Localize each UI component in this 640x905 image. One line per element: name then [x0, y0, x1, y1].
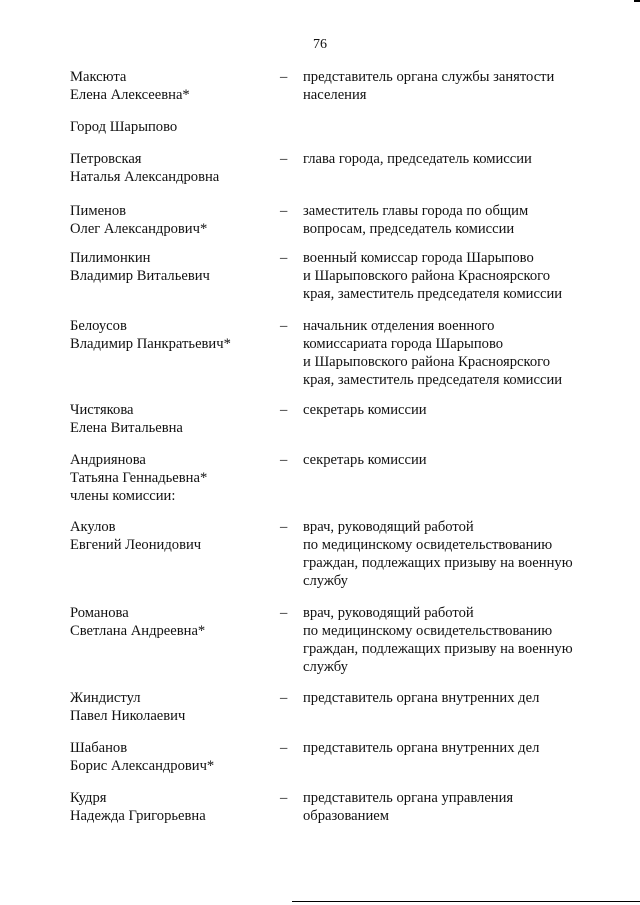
scan-edge-line	[292, 901, 640, 902]
member-name-line: Павел Николаевич	[70, 708, 186, 724]
member-role-line: граждан, подлежащих призыву на военную	[303, 555, 573, 571]
member-name-line: Шабанов	[70, 740, 128, 756]
member-name	[70, 604, 280, 640]
member-name-line: Белоусов	[70, 318, 127, 334]
member-role-line: населения	[303, 87, 367, 103]
member-name-line: Елена Витальевна	[70, 420, 183, 436]
member-role-line: службу	[303, 659, 348, 675]
member-name-line: Татьяна Геннадьевна*	[70, 470, 208, 486]
member-role-line: вопросам, председатель комиссии	[303, 221, 515, 237]
member-role	[303, 249, 603, 303]
member-name	[70, 451, 280, 505]
dash-separator: –	[280, 740, 288, 756]
member-role-line: края, заместитель председателя комиссии	[303, 372, 563, 388]
member-role	[303, 739, 603, 757]
member-role	[303, 604, 603, 676]
member-role	[303, 401, 603, 419]
member-role	[303, 789, 603, 825]
member-role-line: представитель органа внутренних дел	[303, 690, 540, 706]
member-role-line: секретарь комиссии	[303, 402, 427, 418]
dash-separator: –	[280, 519, 288, 535]
member-name-line: Петровская	[70, 151, 142, 167]
member-role-line: заместитель главы города по общим	[303, 203, 529, 219]
member-name	[70, 202, 280, 238]
member-role-line: представитель органа службы занятости	[303, 69, 555, 85]
member-name-line: Чистякова	[70, 402, 134, 418]
member-role-line: начальник отделения военного	[303, 318, 495, 334]
member-role-line: врач, руководящий работой	[303, 519, 474, 535]
dash-separator: –	[280, 69, 288, 85]
dash-separator: –	[280, 318, 288, 334]
member-role-line: военный комиссар города Шарыпово	[303, 250, 534, 266]
member-role	[303, 150, 603, 168]
member-name	[70, 249, 280, 285]
member-role	[303, 317, 603, 389]
member-name-line: Андриянова	[70, 452, 146, 468]
member-name-line: члены комиссии:	[70, 488, 176, 504]
member-role-line: врач, руководящий работой	[303, 605, 474, 621]
member-name-line: Владимир Витальевич	[70, 268, 210, 284]
member-name	[70, 150, 280, 186]
member-name-line: Владимир Панкратьевич*	[70, 336, 231, 352]
member-name	[70, 689, 280, 725]
page-number: 76	[313, 37, 327, 52]
member-name-line: Елена Алексеевна*	[70, 87, 190, 103]
member-name-line: Максюта	[70, 69, 127, 85]
member-role-line: глава города, председатель комиссии	[303, 151, 532, 167]
member-name	[70, 739, 280, 775]
member-role	[303, 451, 603, 469]
member-name	[70, 317, 280, 353]
member-name-line: Пименов	[70, 203, 127, 219]
member-name-line: Олег Александрович*	[70, 221, 208, 237]
member-role-line: и Шарыповского района Красноярского	[303, 268, 551, 284]
member-name-line: Борис Александрович*	[70, 758, 215, 774]
member-name-line: Надежда Григорьевна	[70, 808, 206, 824]
member-name-line: Пилимонкин	[70, 250, 151, 266]
member-role-line: службу	[303, 573, 348, 589]
member-name-line: Романова	[70, 605, 129, 621]
dash-separator: –	[280, 250, 288, 266]
member-name	[70, 518, 280, 554]
member-role-line: представитель органа внутренних дел	[303, 740, 540, 756]
member-role-line: представитель органа управления	[303, 790, 514, 806]
member-role-line: комиссариата города Шарыпово	[303, 336, 504, 352]
member-role-line: образованием	[303, 808, 389, 824]
section-heading: Город Шарыпово	[70, 119, 178, 135]
member-name-line: Жиндистул	[70, 690, 141, 706]
dash-separator: –	[280, 402, 288, 418]
scan-artifact	[634, 0, 640, 2]
member-name-line: Евгений Леонидович	[70, 537, 202, 553]
member-name	[70, 68, 280, 104]
member-role	[303, 518, 603, 590]
dash-separator: –	[280, 452, 288, 468]
dash-separator: –	[280, 605, 288, 621]
member-role-line: секретарь комиссии	[303, 452, 427, 468]
member-name-line: Кудря	[70, 790, 107, 806]
member-role-line: края, заместитель председателя комиссии	[303, 286, 563, 302]
member-name-line: Наталья Александровна	[70, 169, 220, 185]
dash-separator: –	[280, 203, 288, 219]
member-role-line: по медицинскому освидетельствованию	[303, 623, 553, 639]
member-name	[70, 789, 280, 825]
dash-separator: –	[280, 790, 288, 806]
member-role	[303, 689, 603, 707]
dash-separator: –	[280, 690, 288, 706]
member-name	[70, 401, 280, 437]
member-role	[303, 202, 603, 238]
member-role-line: по медицинскому освидетельствованию	[303, 537, 553, 553]
member-name-line: Светлана Андреевна*	[70, 623, 206, 639]
member-role	[303, 68, 603, 104]
dash-separator: –	[280, 151, 288, 167]
member-role-line: граждан, подлежащих призыву на военную	[303, 641, 573, 657]
member-name-line: Акулов	[70, 519, 116, 535]
member-role-line: и Шарыповского района Красноярского	[303, 354, 551, 370]
